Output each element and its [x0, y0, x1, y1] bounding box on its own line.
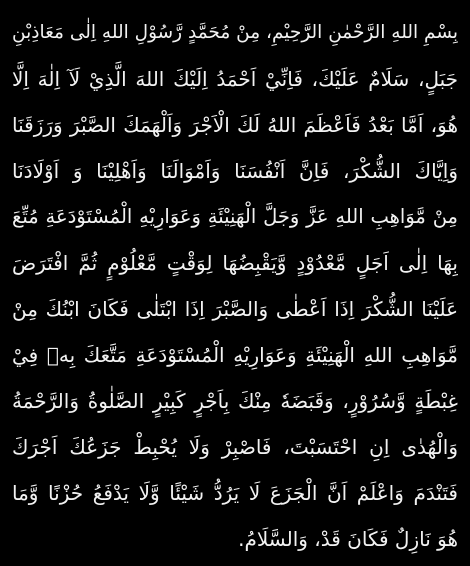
text-line-6: بِهَا اِلٰى اَجَلٍ مَّعْدُوْدٍ وَّيَقْبِضُهَا لِوَقْتٍ مَّعْلُوْمٍ ثُمَّ افْتَرَضَ	[12, 251, 458, 275]
text-line-3: هُوَ، اَمَّا بَعْدُ فَاَعْظَمَ اللهُ لَكَ الْاَجْرَ وَاَلْهَمَكَ الصَّبْرَ وَرَزَقَنَا	[12, 113, 458, 137]
arabic-letter-text	[12, 10, 458, 562]
text-line-8: مَّوَاهِبِ اللهِ الْهَنِيْئَةِ وَعَوَارِيْهِ الْمُسْتَوْدَعَةِ مَتَّعَكَ بِهٖ فِيْ	[12, 343, 458, 367]
text-line-9: غِبْطَةٍ وَّسُرُوْرٍ، وَقَبَضَهٗ مِنْكَ بِاَجْرٍ كَبِيْرٍ الصَّلٰوةُ وَالرَّحْمَةُ	[12, 389, 458, 413]
text-line-7: عَلَيْنَا الشُّكْرَ اِذَا اَعْطٰى وَالصَّبْرَ اِذَا ابْتَلٰى فَكَانَ ابْنُكَ مِنْ	[12, 297, 458, 321]
text-line-1: بِسْمِ اللهِ الرَّحْمٰنِ الرَّحِيْمِ، مِنْ مُحَمَّدٍ رَّسُوْلِ اللهِ اِلٰى مَعَاذِبْنِ	[12, 22, 458, 43]
text-line-2: جَبَلٍ، سَلَامٌ عَلَيْكَ، فَاِنِّيْ اَحْمَدُ اِلَيْكَ اللهَ الَّذِيْ لَآ اِلٰهَ اِلَّا	[12, 67, 458, 91]
text-line-4: وَاِيَّاكَ الشُّكْرَ، فَاِنَّ اَنْفُسَنَا وَاَمْوَالَنَا وَاَهْلِيْنَا وَ اَوْلَادَنَا	[12, 159, 458, 183]
text-line-12: هُوَ نَازِلٌ فَكَانَ قَدْ، وَالسَّلَامُ.	[238, 527, 458, 551]
text-line-5: مِنْ مَّوَاهِبِ اللهِ عَزَّ وَجَلَّ الْهَنِيْئَةِ وَعَوَارِيْهِ الْمُسْتَوْدَعَةِ مُتِّعَ	[12, 205, 458, 228]
text-line-11: فَتَنْدَمَ وَاعْلَمْ اَنَّ الْجَزَعَ لَا يَرُدُّ شَيْئًا وَّلَا يَدْفَعُ حُزْنًا وَّمَا	[12, 481, 458, 505]
text-line-10: وَالْهُدٰى اِنِ احْتَسَبْتَ، فَاصْبِرْ وَلَا يُحْبِطْ جَزَعُكَ اَجْرَكَ	[12, 435, 458, 459]
